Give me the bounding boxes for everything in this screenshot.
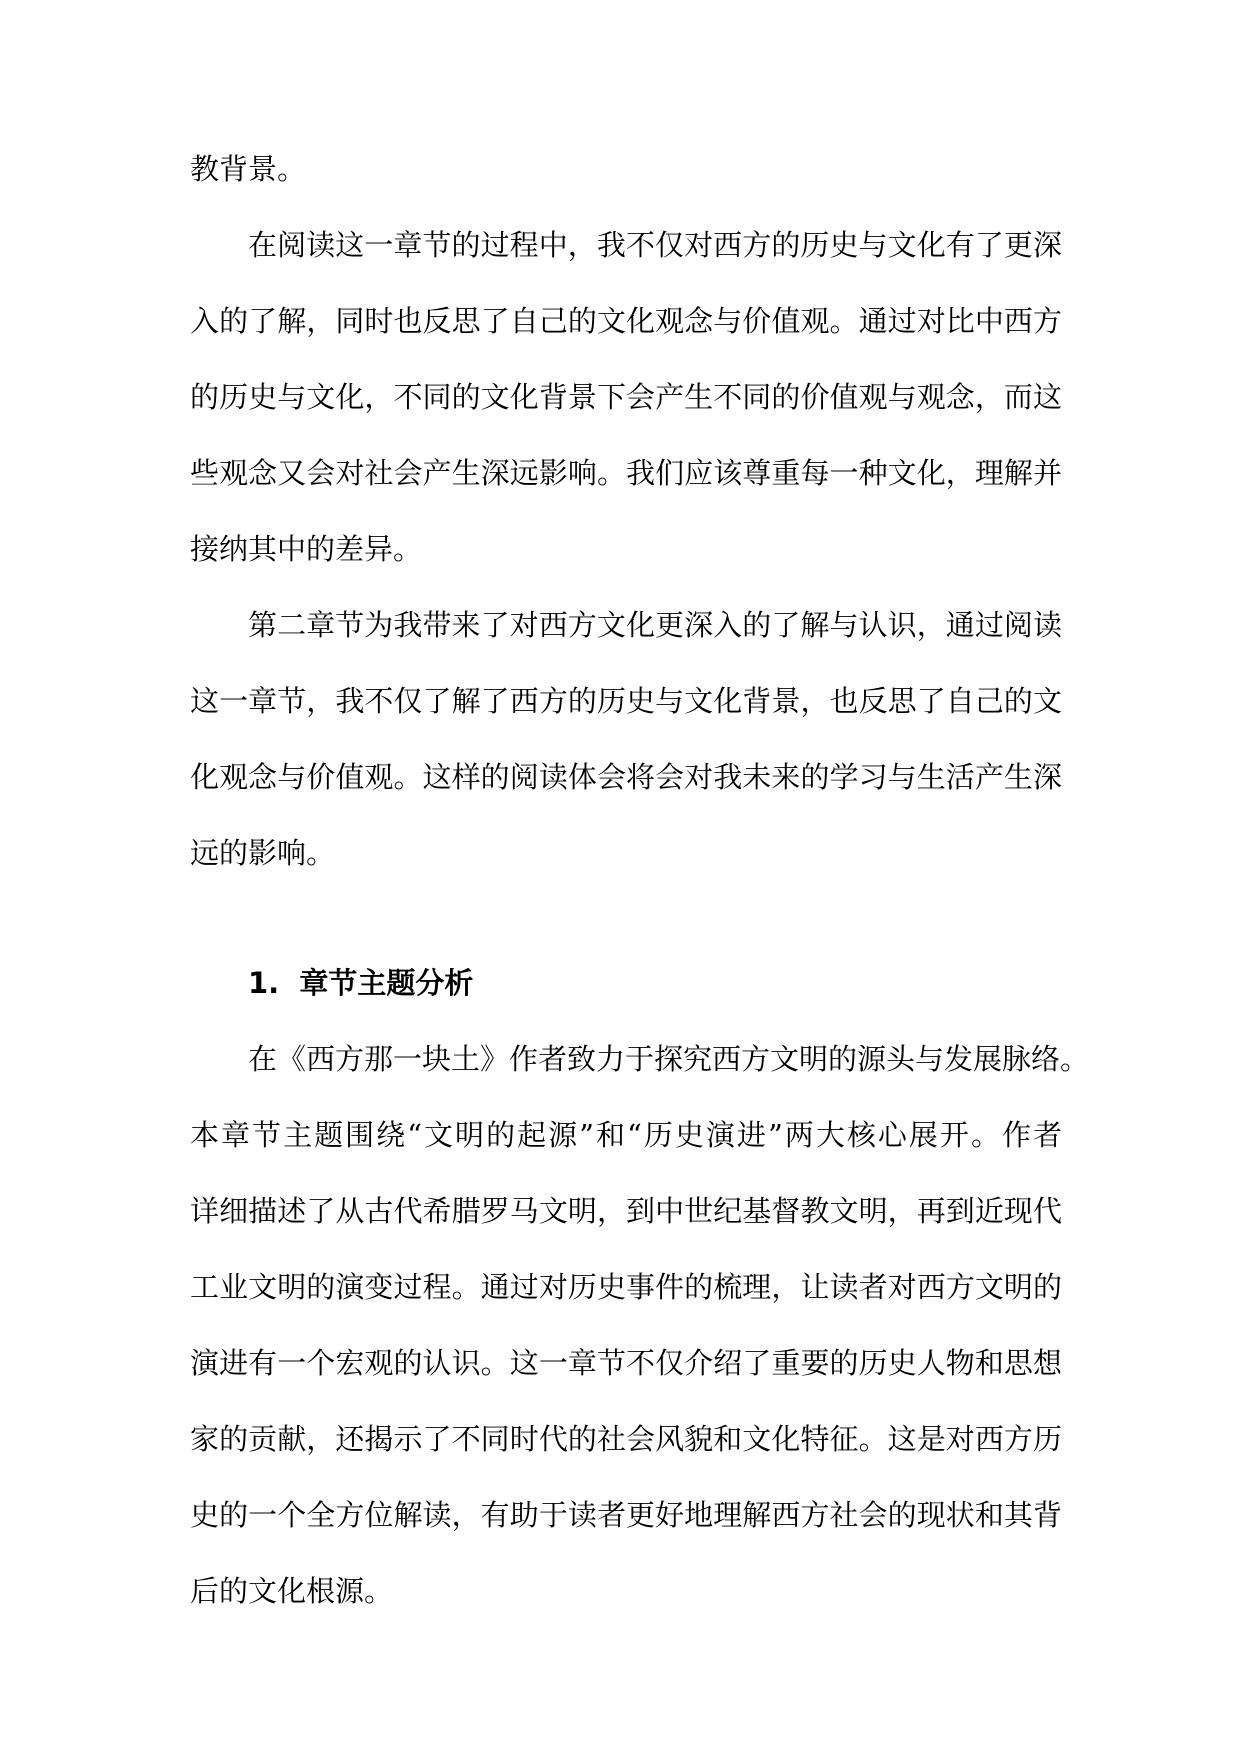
paragraph-line: 远的影响。 — [190, 836, 336, 870]
paragraph-line: 入的了解，同时也反思了自己的文化观念与价值观。通过对比中西方 — [190, 304, 1062, 338]
paragraph-line: 家的贡献，还揭示了不同时代的社会风貌和文化特征。这是对西方历 — [190, 1422, 1062, 1456]
paragraph-line: 演进有一个宏观的认识。这一章节不仅介绍了重要的历史人物和思想 — [190, 1346, 1062, 1380]
paragraph-line: 化观念与价值观。这样的阅读体会将会对我未来的学习与生活产生深 — [190, 760, 1062, 794]
paragraph-line: 本章节主题围绕“文明的起源”和“历史演进”两大核心展开。作者 — [190, 1118, 1062, 1152]
paragraph-line: 教背景。 — [190, 152, 307, 186]
section-spacing — [190, 899, 1062, 953]
section-heading: 1. 章节主题分析 — [248, 966, 474, 1000]
paragraph-line: 后的文化根源。 — [190, 1574, 394, 1608]
paragraph-reflection — [190, 215, 1062, 595]
paragraph-line: 第二章节为我带来了对西方文化更深入的了解与认识，通过阅读 — [248, 608, 1062, 642]
paragraph-summary — [190, 595, 1062, 899]
paragraph-line: 的历史与文化，不同的文化背景下会产生不同的价值观与观念，而这 — [190, 380, 1062, 414]
paragraph-chapter-analysis — [190, 1029, 1090, 1637]
paragraph-line: 这一章节，我不仅了解了西方的历史与文化背景，也反思了自己的文 — [190, 684, 1062, 718]
paragraph-line: 些观念又会对社会产生深远影响。我们应该尊重每一种文化，理解并 — [190, 456, 1062, 490]
document-body — [190, 139, 1090, 1637]
paragraph-line: 工业文明的演变过程。通过对历史事件的梳理，让读者对西方文明的 — [190, 1270, 1062, 1304]
paragraph-line: 在《西方那一块土》作者致力于探究西方文明的源头与发展脉络。 — [248, 1042, 1090, 1076]
paragraph-line: 接纳其中的差异。 — [190, 532, 423, 566]
paragraph-line: 史的一个全方位解读，有助于读者更好地理解西方社会的现状和其背 — [190, 1498, 1062, 1532]
paragraph-line: 在阅读这一章节的过程中，我不仅对西方的历史与文化有了更深 — [248, 228, 1062, 262]
paragraph-line: 详细描述了从古代希腊罗马文明，到中世纪基督教文明，再到近现代 — [190, 1194, 1062, 1228]
paragraph-continued — [190, 139, 1062, 215]
